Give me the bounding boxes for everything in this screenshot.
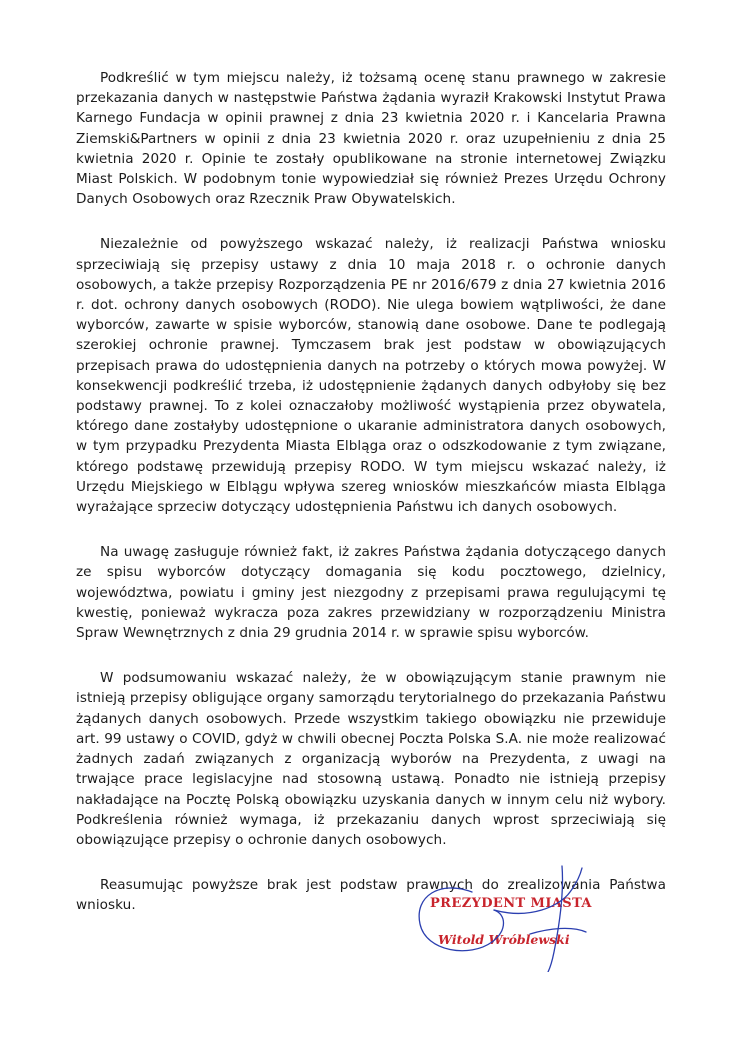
stamp-title: PREZYDENT MIASTA [430, 896, 592, 911]
handwritten-signature [410, 862, 600, 972]
letter-body [76, 68, 666, 941]
paragraph-2: Niezależnie od powyższego wskazać należy, iż realizacji Państwa wniosku sprzeciwiają się przepisy ustawy z dnia 10 maja 2018 r. o ochronie danych osobowych, a także przepisy Rozporządzenia PE nr 2016/679 z dnia 27 kwietnia 2016 r. dot. ochrony danych osobowych (RODO). Nie ulega bowiem wątpliwości, że dane wyborców, zawarte w spisie wyborców, stanowią dane osobowe. Dane te podlegają szerokiej ochronie prawnej. Tymczasem brak jest podstaw w obowiązujących przepisach prawa do udostępnienia danych na potrzeby o których mowa powyżej. W konsekwencji podkreślić trzeba, iż udostępnienie żądanych danych odbyłoby się bez podstawy prawnej. To z kolei oznaczałoby możliwość wystąpienia przez obywatela, którego dane zostałyby udostępnione o ukaranie administratora danych osobowych, w tym przypadku Prezydenta Miasta Elbląga oraz o odszkodowanie z tym związane, którego podstawę przewidują przepisy RODO. W tym miejscu wskazać należy, iż Urzędu Miejskiego w Elblągu wpływa szereg wniosków mieszkańców miasta Elbląga wyrażające sprzeciw dotyczący udostępnienia Państwu ich danych osobowych. [76, 236, 666, 516]
stamp-name: Witold Wróblewski [438, 932, 570, 947]
paragraph-5: Reasumując powyższe brak jest podstaw prawnych do zrealizowania Państwa wniosku. [76, 877, 666, 914]
paragraph-3: Na uwagę zasługuje również fakt, iż zakres Państwa żądania dotyczącego danych ze spisu wyborców dotyczący domagania się kodu pocztowego, dzielnicy, województwa, powiatu i gminy jest niezgodny z przepisami prawa regulującymi tę kwestię, ponieważ wykracza poza zakres przewidziany w rozporządzeniu Ministra Spraw Wewnętrznych z dnia 29 grudnia 2014 r. w sprawie spisu wyborców. [76, 544, 666, 642]
paragraph-4: W podsumowaniu wskazać należy, że w obowiązującym stanie prawnym nie istnieją przepisy obligujące organy samorządu terytorialnego do przekazania Państwu żądanych danych osobowych. Przede wszystkim takiego obowiązku nie przewiduje art. 99 ustawy o COVID, gdyż w chwili obecnej Poczta Polska S.A. nie może realizować żadnych zadań związanych z organizacją wyborów na Prezydenta, z uwagi na trwające prace legislacyjne nad stosowną ustawą. Ponadto nie istnieją przepisy nakładające na Pocztę Polską obowiązku uzyskania danych w innym celu niż wybory. Podkreślenia również wymaga, iż przekazaniu danych wprost sprzeciwiają się obowiązujące przepisy o ochronie danych osobowych. [76, 670, 666, 848]
signature-stamp [410, 862, 600, 972]
paragraph-1: Podkreślić w tym miejscu należy, iż tożsamą ocenę stanu prawnego w zakresie przekazania danych w następstwie Państwa żądania wyraził Krakowski Instytut Prawa Karnego Fundacja w opinii prawnej z dnia 23 kwietnia 2020 r. i Kancelaria Prawna Ziemski&Partners w opinii z dnia 23 kwietnia 2020 r. oraz uzupełnieniu z dnia 25 kwietnia 2020 r. Opinie te zostały opublikowane na stronie internetowej Związku Miast Polskich. W podobnym tonie wypowiedział się również Prezes Urzędu Ochrony Danych Osobowych oraz Rzecznik Praw Obywatelskich. [76, 70, 666, 208]
